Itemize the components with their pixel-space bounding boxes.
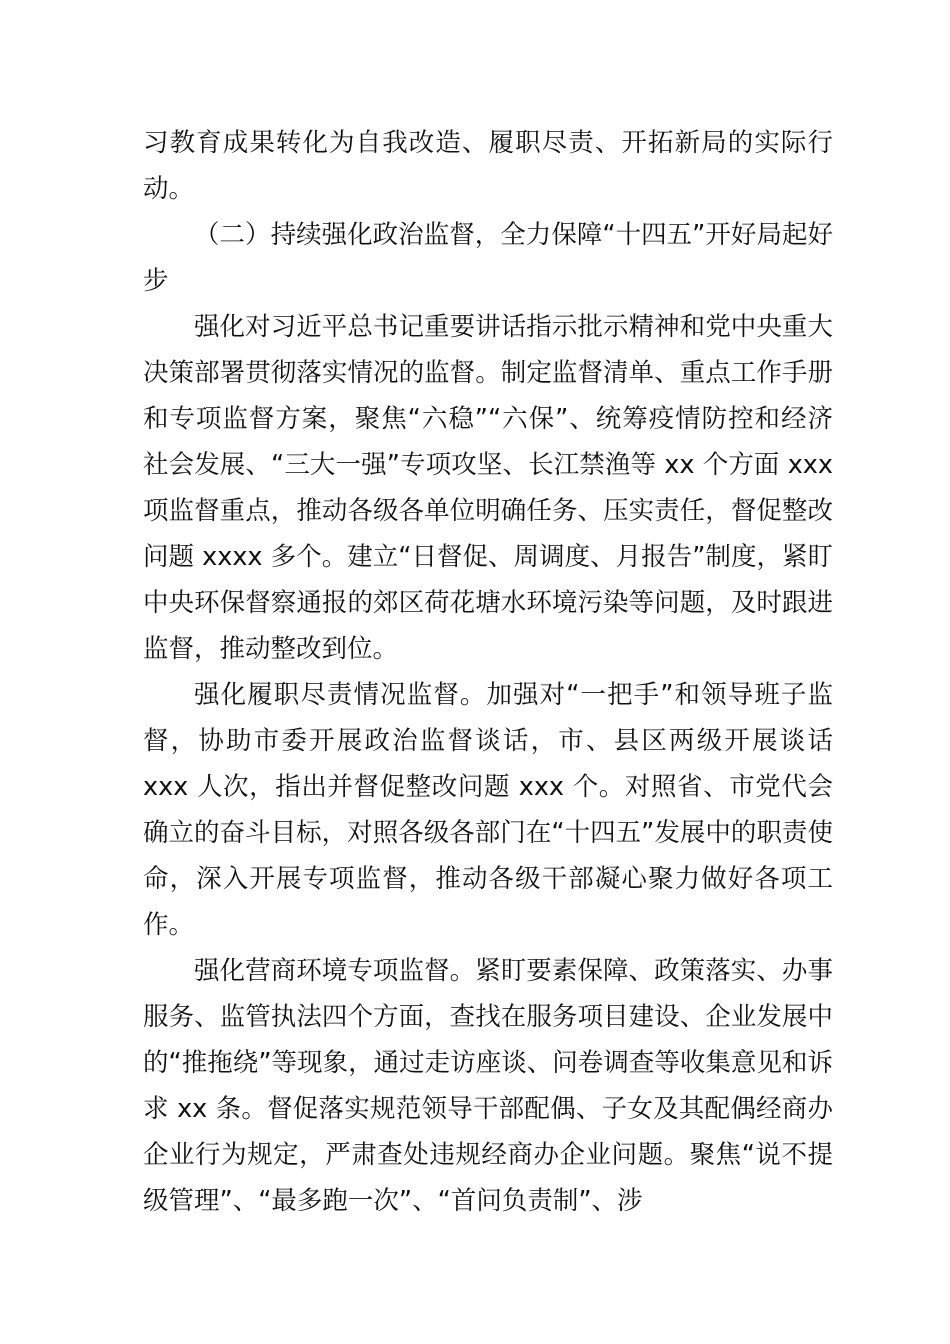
section-heading: （二）持续强化政治监督，全力保障“十四五”开好局起好步 — [143, 220, 833, 296]
paragraph: 强化履职尽责情况监督。加强对“一把手”和领导班子监督，协助市委开展政治监督谈话，市、县区两级开展谈话 xxx 人次，指出并督促整改问题 xxx 个。对照省、市党代会确立的奋斗目标，对照各级各部门在“十四五”发展中的职责使命，深入开展专项监督，推动各级干部凝心聚力做好各项工作。 — [143, 680, 833, 940]
document-body — [143, 120, 833, 1224]
paragraph: 强化营商环境专项监督。紧盯要素保障、政策落实、办事服务、监管执法四个方面，查找在服务项目建设、企业发展中的“推拖绕”等现象，通过走访座谈、问卷调查等收集意见和诉求 xx 条。督促落实规范领导干部配偶、子女及其配偶经商办企业行为规定，严肃查处违规经商办企业问题。聚焦“说不提级管理”、“最多跑一次”、“首问负责制”、涉 — [143, 956, 833, 1216]
paragraph-continued: 习教育成果转化为自我改造、履职尽责、开拓新局的实际行动。 — [143, 128, 833, 204]
paragraph: 强化对习近平总书记重要讲话指示批示精神和党中央重大决策部署贯彻落实情况的监督。制定监督清单、重点工作手册和专项监督方案，聚焦“六稳”“六保”、统筹疫情防控和经济社会发展、“三大一强”专项攻坚、长江禁渔等 xx 个方面 xxx 项监督重点，推动各级各单位明确任务、压实责任，督促整改问题 xxxx 多个。建立“日督促、周调度、月报告”制度，紧盯中央环保督察通报的郊区荷花塘水环境污染等问题，及时跟进监督，推动整改到位。 — [143, 312, 833, 664]
